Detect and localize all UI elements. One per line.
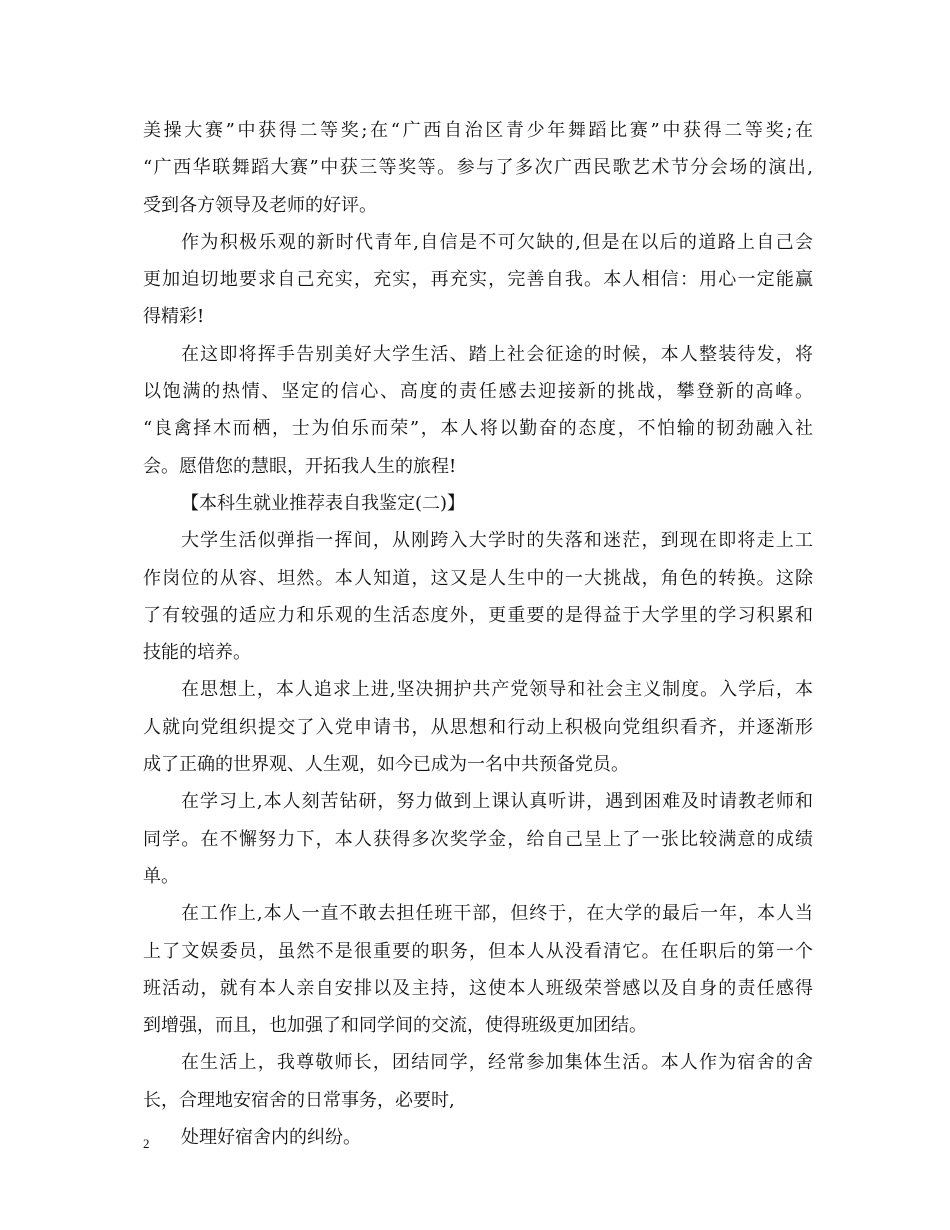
text-line-content: 技能的培养。 [143, 642, 251, 664]
text-line-content: 人就向党组织提交了入党申请书，从思想和行动上积极向党组织看齐，并逐渐形 [143, 716, 813, 738]
text-line-content: 在思想上，本人追求上进,坚决拥护共产党领导和社会主义制度。入学后，本 [181, 679, 813, 701]
text-line [143, 895, 813, 932]
text-line-content: 作为积极乐观的新时代青年,自信是不可欠缺的,但是在以后的道路上自己会 [181, 231, 813, 253]
text-line-content: 更加迫切地要求自己充实，充实，再充实，完善自我。本人相信：用心一定能赢 [143, 269, 813, 291]
text-line-content: 同学。在不懈努力下，本人获得多次奖学金，给自己呈上了一张比较满意的成绩 [143, 828, 813, 850]
text-line [143, 410, 813, 447]
text-line [143, 821, 813, 858]
text-line-content: 了有较强的适应力和乐观的生活态度外，更重要的是得益于大学里的学习积累和 [143, 604, 813, 626]
text-line [143, 187, 813, 224]
text-line-content: 单。 [143, 865, 179, 887]
text-line [143, 261, 813, 298]
text-line [143, 1082, 813, 1119]
text-line [143, 746, 813, 783]
text-line [143, 671, 813, 708]
text-line-content: 长，合理地安宿舍的日常事务，必要时, [143, 1089, 455, 1111]
text-line-content: 在生活上，我尊敬师长，团结同学，经常参加集体生活。本人作为宿舍的舍 [181, 1052, 813, 1074]
text-line [143, 1119, 813, 1156]
text-line [143, 933, 813, 970]
text-line-content: 以饱满的热情、坚定的信心、高度的责任感去迎接新的挑战，攀登新的高峰。 [143, 381, 813, 403]
text-line-content: 大学生活似弹指一挥间，从刚跨入大学时的失落和迷茫，到现在即将走上工 [181, 530, 813, 552]
text-line [143, 709, 813, 746]
text-line-content: 班活动，就有本人亲自安排以及主持，这使本人班级荣誉感以及自身的责任感得 [143, 977, 813, 999]
text-line [143, 298, 813, 335]
text-line [143, 783, 813, 820]
text-line-content: 作岗位的从容、坦然。本人知道，这又是人生中的一大挑战，角色的转换。这除 [143, 567, 813, 589]
text-line [143, 1044, 813, 1081]
text-line [143, 112, 813, 149]
text-line [143, 448, 813, 485]
text-line [143, 224, 813, 261]
text-line [143, 858, 813, 895]
text-line-content: 美操大赛”中获得二等奖;在“广西自治区青少年舞蹈比赛”中获得二等奖;在 [143, 120, 813, 141]
text-line-content: 得精彩! [143, 306, 205, 328]
text-line-content: 会。愿借您的慧眼，开拓我人生的旅程! [143, 455, 457, 477]
text-line-content: 上了文娱委员，虽然不是很重要的职务，但本人从没看清它。在任职后的第一个 [143, 940, 813, 962]
document-body [143, 112, 813, 1156]
text-line [143, 970, 813, 1007]
text-line-content: 受到各方领导及老师的好评。 [143, 194, 377, 216]
text-line-content: 在这即将挥手告别美好大学生活、踏上社会征途的时候，本人整装待发，将 [181, 343, 813, 365]
text-line [143, 336, 813, 373]
text-line-content: 到增强，而且，也加强了和同学间的交流，使得班级更加团结。 [143, 1015, 647, 1037]
text-line [143, 634, 813, 671]
text-line-content: 成了正确的世界观、人生观，如今已成为一名中共预备党员。 [143, 754, 629, 776]
page-number: 2 [143, 1136, 150, 1151]
text-line-content: 在工作上,本人一直不敢去担任班干部，但终于，在大学的最后一年，本人当 [181, 903, 813, 925]
text-line-content: 【本科生就业推荐表自我鉴定(二)】 [181, 492, 466, 514]
text-line-content: “良禽择木而栖，士为伯乐而荣”，本人将以勤奋的态度，不怕输的韧劲融入社 [143, 418, 813, 440]
text-line [143, 1007, 813, 1044]
text-line-content: “广西华联舞蹈大赛”中获三等奖等。参与了多次广西民歌艺术节分会场的演出, [143, 157, 813, 179]
text-line-content: 处理好宿舍内的纠纷。 [181, 1127, 361, 1149]
text-line [143, 485, 813, 522]
text-line [143, 522, 813, 559]
text-line [143, 597, 813, 634]
text-line [143, 373, 813, 410]
text-line [143, 560, 813, 597]
text-line-content: 在学习上,本人刻苦钻研，努力做到上课认真听讲，遇到困难及时请教老师和 [181, 791, 813, 813]
text-line [143, 149, 813, 186]
